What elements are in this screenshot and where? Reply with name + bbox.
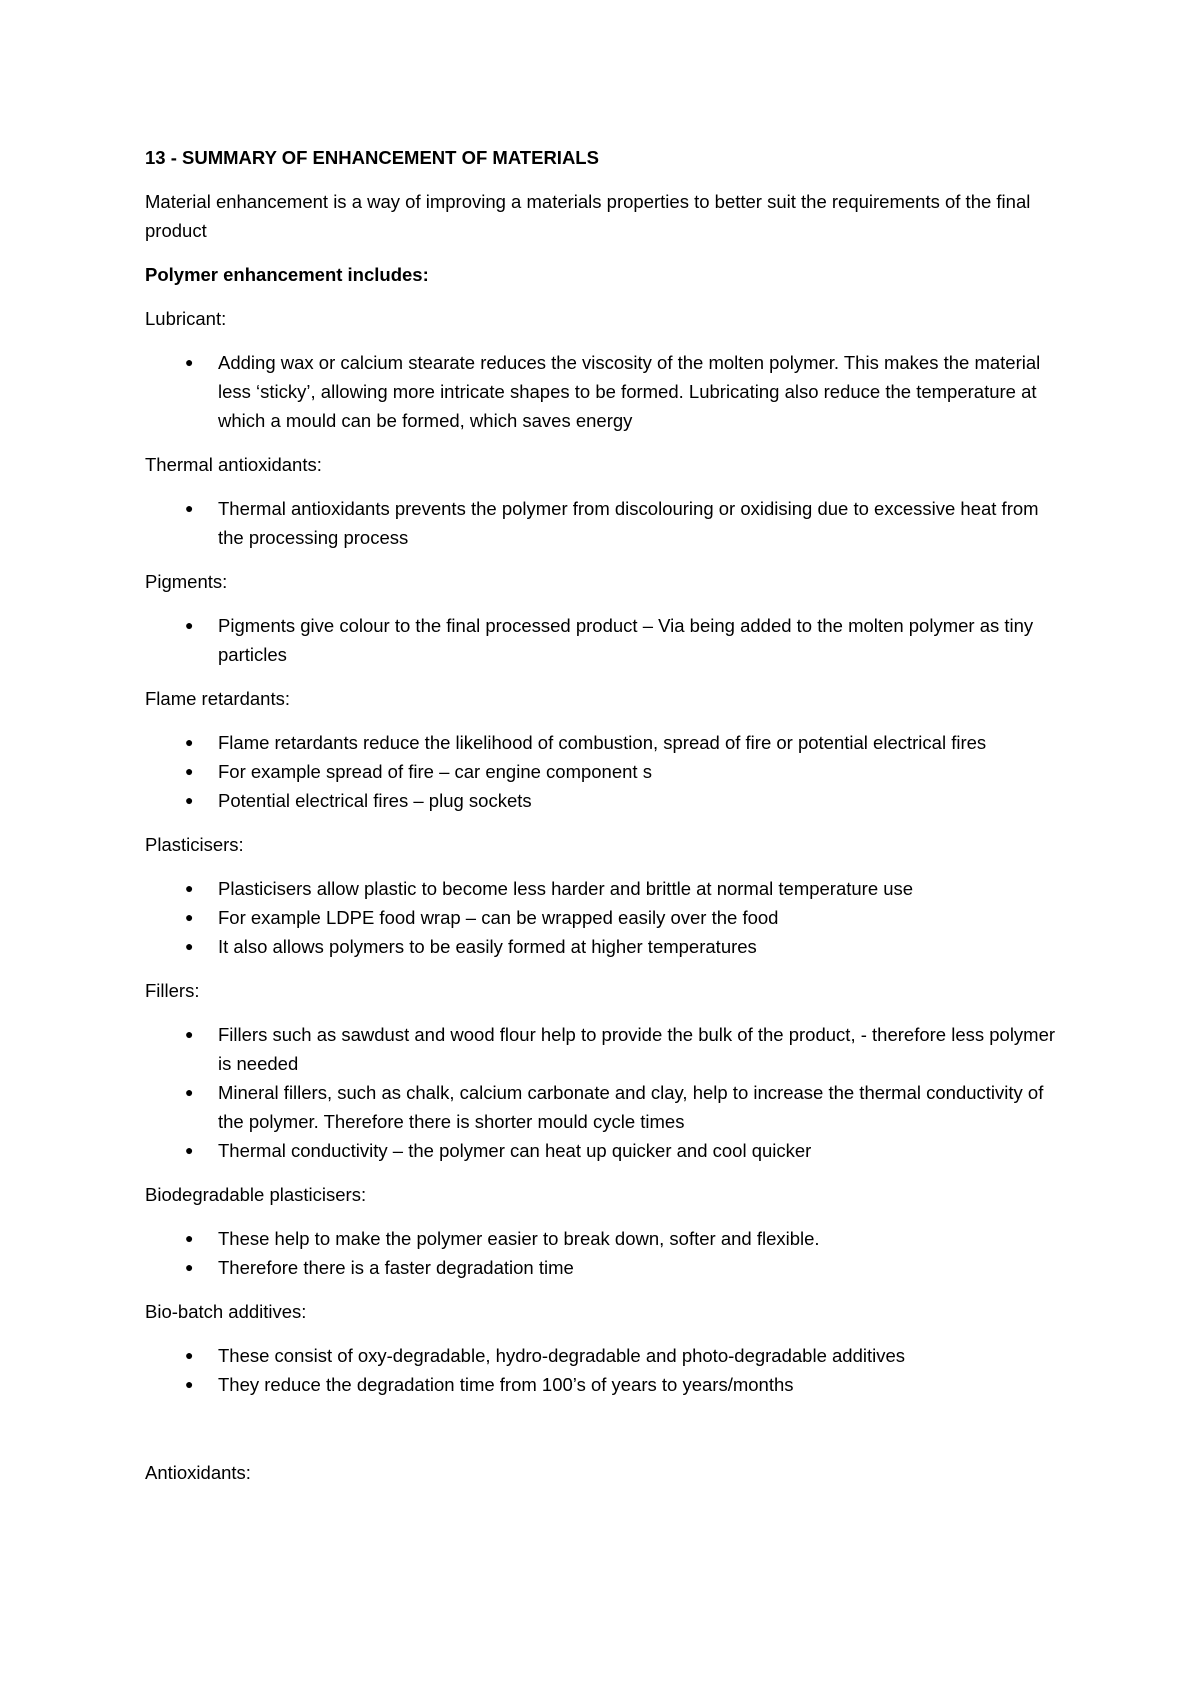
section-heading-lubricant: Lubricant: <box>145 308 227 329</box>
bullet-icon: ● <box>185 880 194 896</box>
list-item <box>145 757 1065 786</box>
section-heading-plasticisers: Plasticisers: <box>145 834 244 855</box>
document-content <box>145 143 1065 1502</box>
list-item <box>145 1078 1065 1136</box>
document-title: 13 - SUMMARY OF ENHANCEMENT OF MATERIALS <box>145 147 599 168</box>
list-item <box>145 932 1065 961</box>
list-item-text: Thermal antioxidants prevents the polymer from discolouring or oxidising due to excessive heat from the processing process <box>218 498 1039 548</box>
bullet-icon: ● <box>185 1230 194 1246</box>
list-item-text: Potential electrical fires – plug sockets <box>218 790 532 811</box>
list-item-text: These consist of oxy-degradable, hydro-degradable and photo-degradable additives <box>218 1345 906 1366</box>
list-item-text: Therefore there is a faster degradation time <box>218 1257 574 1278</box>
bullet-icon: ● <box>185 354 194 370</box>
list-item-text: For example spread of fire – car engine component s <box>218 761 652 782</box>
list-item-text: They reduce the degradation time from 100’s of years to years/months <box>218 1374 794 1395</box>
bullet-icon: ● <box>185 792 194 808</box>
bullet-icon: ● <box>185 938 194 954</box>
bullet-icon: ● <box>185 1142 194 1158</box>
bullet-list-flame-retardants <box>145 728 1065 815</box>
section-heading-bio-batch-additives: Bio-batch additives: <box>145 1301 307 1322</box>
bullet-icon: ● <box>185 1347 194 1363</box>
bullet-icon: ● <box>185 763 194 779</box>
list-item <box>145 1224 1065 1253</box>
bullet-icon: ● <box>185 734 194 750</box>
section-heading-biodegradable-plasticisers: Biodegradable plasticisers: <box>145 1184 367 1205</box>
list-item <box>145 1136 1065 1165</box>
bullet-icon: ● <box>185 1026 194 1042</box>
polymer-heading: Polymer enhancement includes: <box>145 264 429 285</box>
bullet-icon: ● <box>185 1376 194 1392</box>
list-item <box>145 611 1065 669</box>
list-item <box>145 348 1065 435</box>
list-item-text: Flame retardants reduce the likelihood of combustion, spread of fire or potential electrical fires <box>218 732 987 753</box>
list-item <box>145 1253 1065 1282</box>
list-item <box>145 494 1065 552</box>
bullet-icon: ● <box>185 909 194 925</box>
list-item-text: Plasticisers allow plastic to become less harder and brittle at normal temperature use <box>218 878 914 899</box>
list-item-text: These help to make the polymer easier to break down, softer and flexible. <box>218 1228 820 1249</box>
list-item <box>145 786 1065 815</box>
list-item <box>145 1370 1065 1399</box>
list-item <box>145 728 1065 757</box>
intro-paragraph: Material enhancement is a way of improving a materials properties to better suit the requirements of the final product <box>145 191 1031 241</box>
section-heading-fillers: Fillers: <box>145 980 200 1001</box>
section-heading-flame-retardants: Flame retardants: <box>145 688 290 709</box>
list-item-text: Thermal conductivity – the polymer can heat up quicker and cool quicker <box>218 1140 812 1161</box>
bullet-icon: ● <box>185 500 194 516</box>
blank-line <box>145 1414 1065 1458</box>
list-item-text: It also allows polymers to be easily formed at higher temperatures <box>218 936 757 957</box>
list-item-text: For example LDPE food wrap – can be wrapped easily over the food <box>218 907 779 928</box>
list-item-text: Adding wax or calcium stearate reduces the viscosity of the molten polymer. This makes the material less ‘sticky’, allowing more intricate shapes to be formed. Lubricating also reduce the temperature at which a mould can be formed, which saves energy <box>218 352 1041 431</box>
list-item <box>145 1341 1065 1370</box>
list-item-text: Mineral fillers, such as chalk, calcium carbonate and clay, help to increase the thermal conductivity of the polymer. Therefore there is shorter mould cycle times <box>218 1082 1044 1132</box>
section-heading-thermal-antioxidants: Thermal antioxidants: <box>145 454 322 475</box>
section-heading-pigments: Pigments: <box>145 571 228 592</box>
bullet-list-plasticisers <box>145 874 1065 961</box>
bullet-list-bio-batch-additives <box>145 1341 1065 1399</box>
list-item <box>145 1020 1065 1078</box>
bullet-list-pigments <box>145 611 1065 669</box>
bullet-icon: ● <box>185 1259 194 1275</box>
section-heading-antioxidants: Antioxidants: <box>145 1462 251 1483</box>
bullet-icon: ● <box>185 1084 194 1100</box>
bullet-list-lubricant <box>145 348 1065 435</box>
list-item-text: Pigments give colour to the final processed product – Via being added to the molten polymer as tiny particles <box>218 615 1034 665</box>
bullet-list-biodegradable-plasticisers <box>145 1224 1065 1282</box>
list-item <box>145 874 1065 903</box>
bullet-list-fillers <box>145 1020 1065 1165</box>
bullet-list-thermal-antioxidants <box>145 494 1065 552</box>
list-item-text: Fillers such as sawdust and wood flour help to provide the bulk of the product, - therefore less polymer is needed <box>218 1024 1056 1074</box>
list-item <box>145 903 1065 932</box>
bullet-icon: ● <box>185 617 194 633</box>
